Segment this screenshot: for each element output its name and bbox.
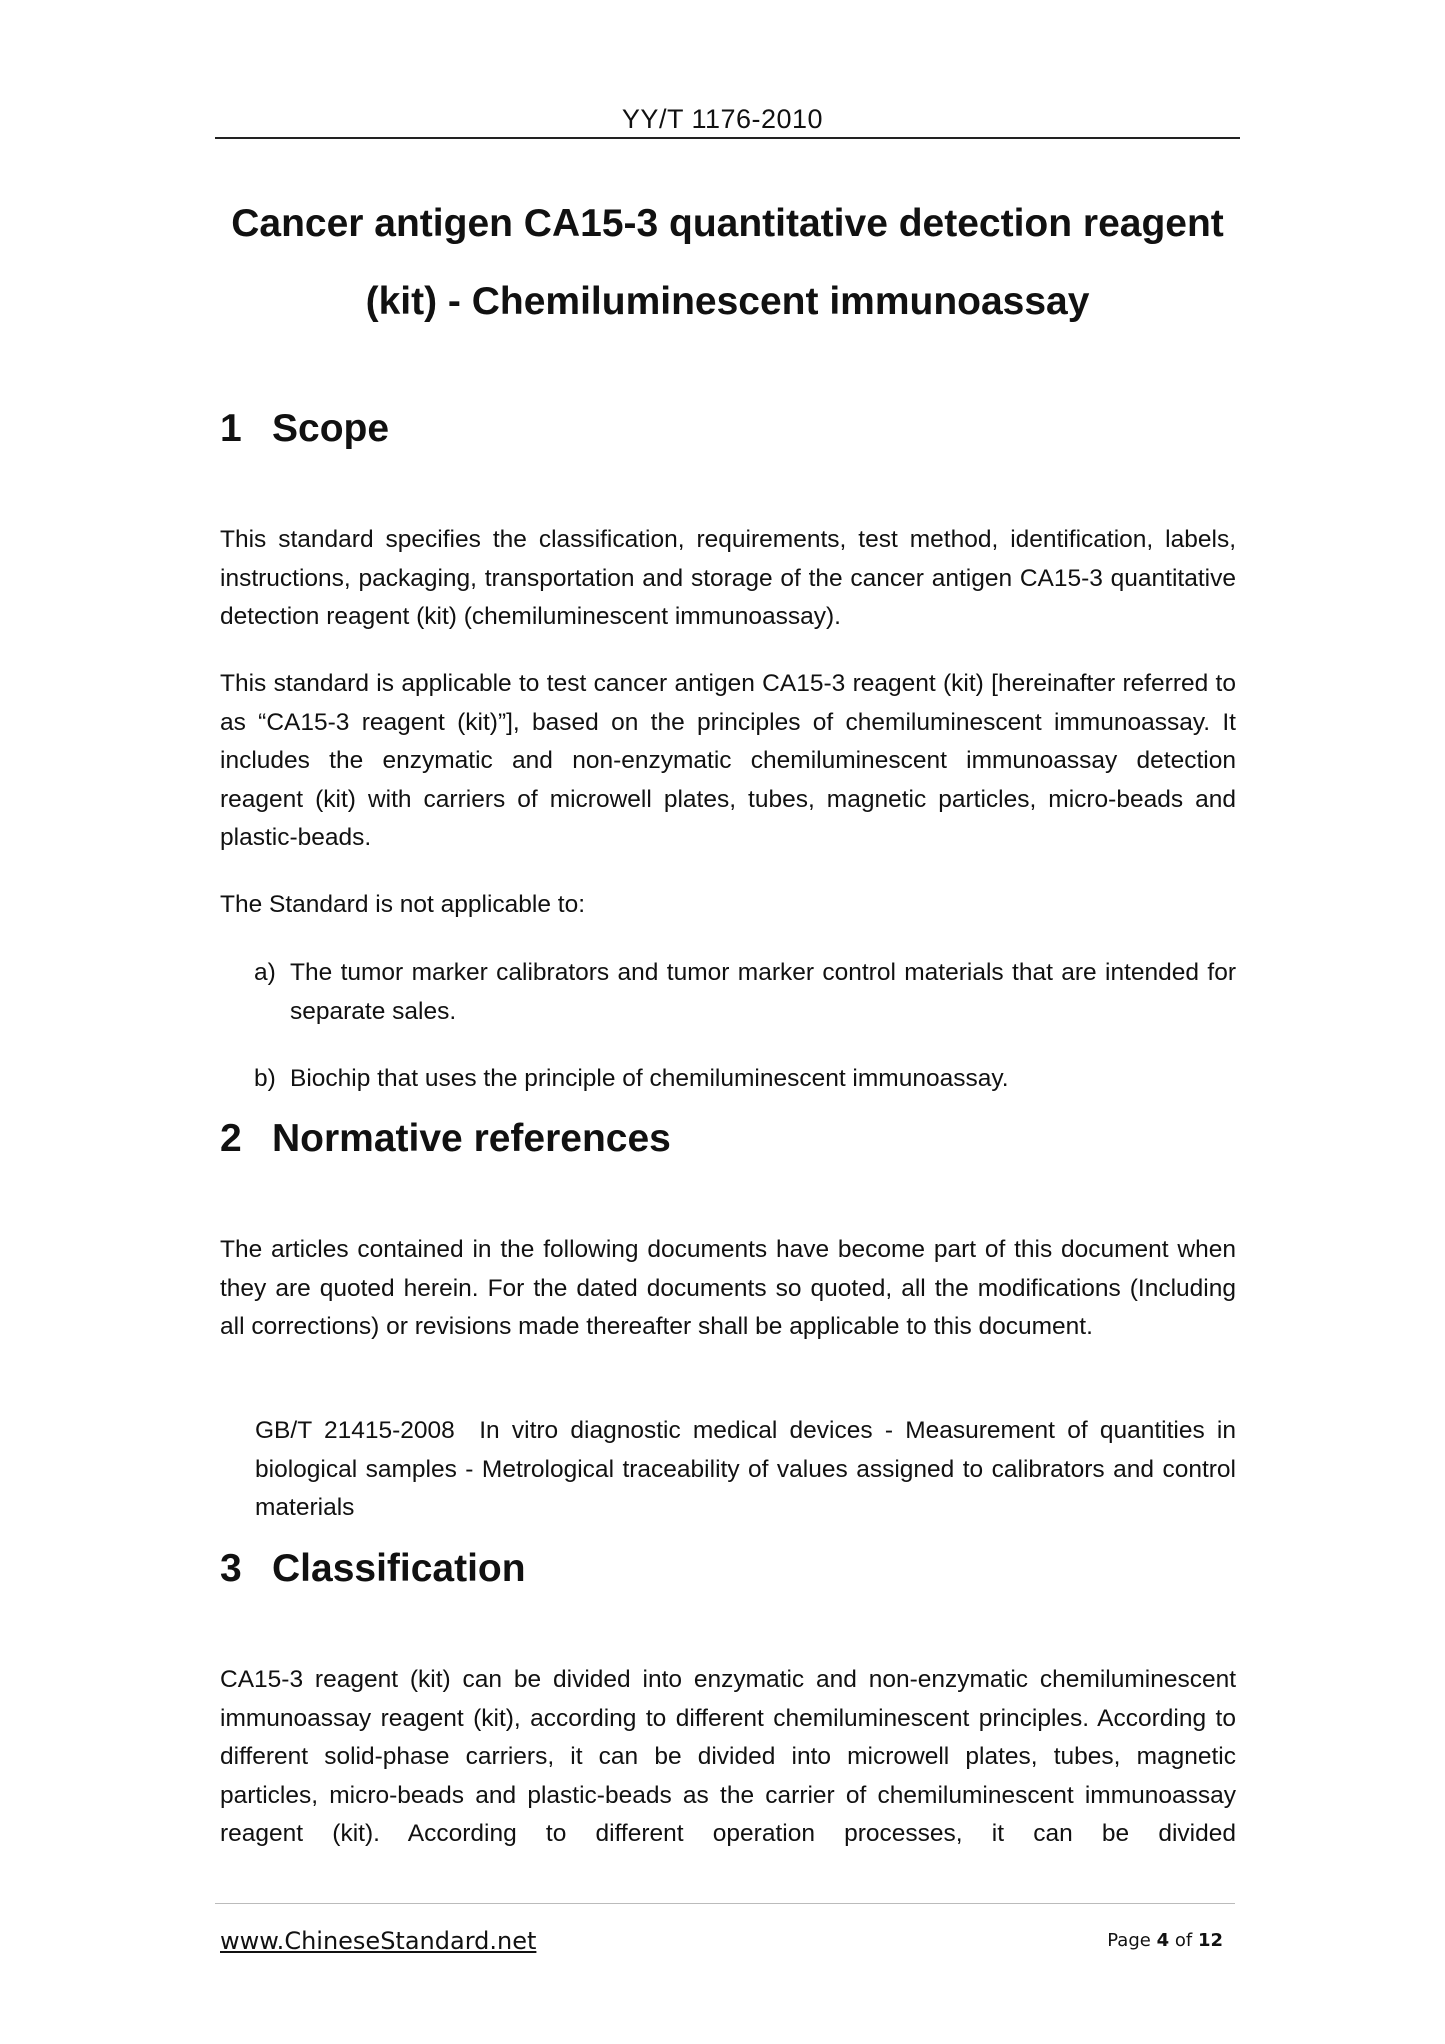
section-number: 2: [220, 1117, 242, 1160]
section-heading-normative-references: [220, 1117, 671, 1161]
section-title: Normative references: [272, 1117, 671, 1160]
section-heading-scope: [220, 407, 389, 451]
page-current: 4: [1156, 1930, 1170, 1951]
header-divider: [215, 137, 1240, 139]
page-number: [1107, 1930, 1223, 1951]
section-title: Classification: [272, 1547, 526, 1590]
section-number: 3: [220, 1547, 242, 1590]
document-title-line-2: (kit) - Chemiluminescent immunoassay: [365, 280, 1090, 323]
exclusion-list-item-a: [254, 954, 1236, 1031]
section-title: Scope: [272, 407, 390, 450]
list-item-text: Biochip that uses the principle of chemiluminescent immunoassay.: [290, 1065, 1009, 1092]
footer-divider: [215, 1903, 1235, 1904]
normative-references-paragraph: The articles contained in the following documents have become part of this document when they are quoted herein. For the dated documents so quoted, all the modifications (Including all corrections) or revisions made thereafter shall be applicable to this document.: [220, 1236, 1236, 1340]
exclusion-list-item-b: [254, 1060, 1236, 1099]
page-label: Page: [1107, 1930, 1151, 1951]
scope-paragraph-3: The Standard is not applicable to:: [220, 891, 586, 918]
scope-paragraph-2: This standard is applicable to test cancer antigen CA15-3 reagent (kit) [hereinafter referred to as “CA15-3 reagent (kit)”], based on the principles of chemiluminescent immunoassay. It includes the enzymatic and non-enzymatic chemiluminescent immunoassay detection reagent (kit) with carriers of microwell plates, tubes, magnetic particles, micro-beads and plastic-beads.: [220, 670, 1236, 851]
document-title: [215, 185, 1240, 341]
reference-item-gbt-21415: GB/T 21415-2008 In vitro diagnostic medical devices - Measurement of quantities in biological samples - Metrological traceability of values assigned to calibrators and control materials: [255, 1417, 1236, 1521]
list-marker: b): [254, 1065, 276, 1092]
section-heading-classification: [220, 1547, 526, 1591]
section-number: 1: [220, 407, 242, 450]
document-title-line-1: Cancer antigen CA15-3 quantitative detection reagent: [231, 202, 1224, 245]
website-link[interactable]: www.ChineseStandard.net: [220, 1927, 537, 1955]
list-marker: a): [254, 959, 276, 986]
list-item-text: The tumor marker calibrators and tumor marker control materials that are intended for separate sales.: [290, 959, 1236, 1025]
page-total: 12: [1197, 1930, 1223, 1951]
scope-paragraph-1: This standard specifies the classification, requirements, test method, identification, labels, instructions, packaging, transportation and storage of the cancer antigen CA15-3 quantitative detection reagent (kit) (chemiluminescent immunoassay).: [220, 526, 1236, 630]
classification-paragraph: CA15-3 reagent (kit) can be divided into enzymatic and non-enzymatic chemiluminescent immunoassay reagent (kit), according to different chemiluminescent principles. According to different solid-phase carriers, it can be divided into microwell plates, tubes, magnetic particles, micro-beads and plastic-beads as the carrier of chemiluminescent immunoassay reagent (kit). According to different operation processes, it can be divided: [220, 1666, 1236, 1847]
page-of: of: [1174, 1930, 1193, 1951]
standard-code-header: YY/T 1176-2010: [621, 104, 824, 134]
